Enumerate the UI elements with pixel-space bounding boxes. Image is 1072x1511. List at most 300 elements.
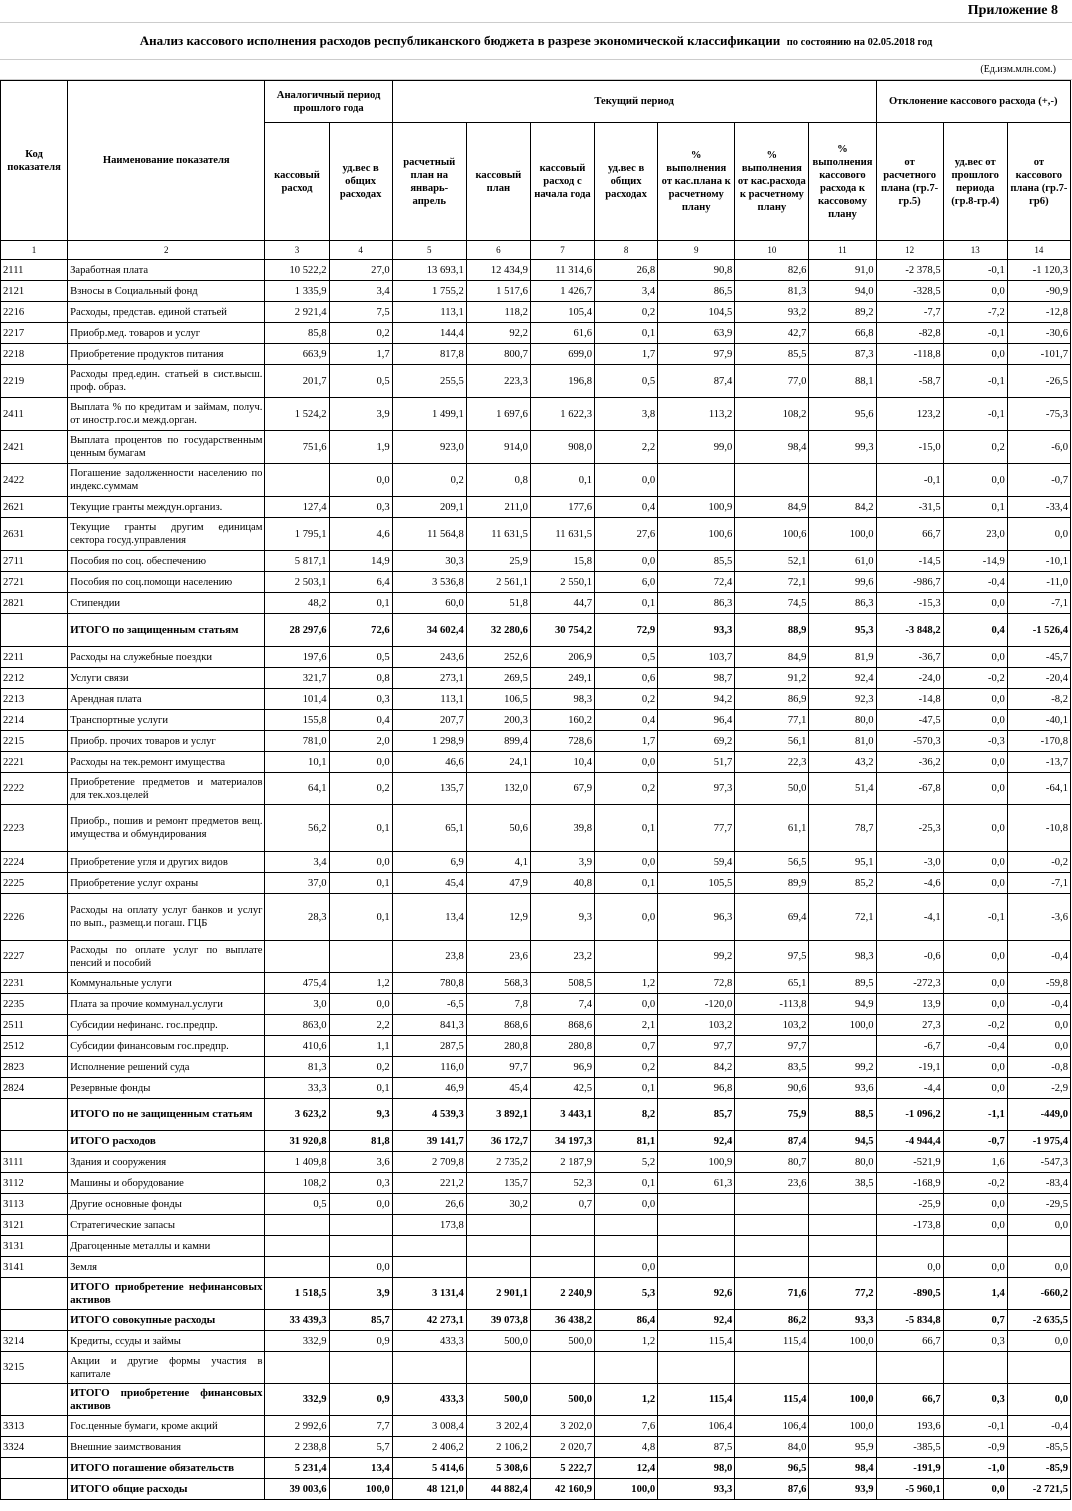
row-value: 60,0	[392, 593, 466, 614]
row-value: 94,5	[809, 1131, 876, 1152]
row-value: 97,7	[658, 1036, 735, 1057]
row-value	[466, 1236, 530, 1257]
row-value	[329, 941, 392, 973]
row-value: 84,2	[658, 1057, 735, 1078]
row-value: 37,0	[265, 873, 329, 894]
row-code: 2226	[1, 894, 68, 941]
row-value: -64,1	[1007, 773, 1070, 805]
row-name: Стратегические запасы	[68, 1215, 265, 1236]
row-value: 0,0	[595, 852, 658, 873]
row-value: 42 160,9	[530, 1479, 594, 1500]
row-value: 88,1	[809, 365, 876, 398]
row-value: 780,8	[392, 973, 466, 994]
row-code	[1, 1099, 68, 1131]
row-value: -449,0	[1007, 1099, 1070, 1131]
row-value: 0,0	[595, 752, 658, 773]
row-value: -191,9	[876, 1458, 943, 1479]
row-value: 81,8	[329, 1131, 392, 1152]
row-value: 781,0	[265, 731, 329, 752]
table-row	[1, 572, 1071, 593]
row-name: Драгоценные металлы и камни	[68, 1236, 265, 1257]
row-value: -570,3	[876, 731, 943, 752]
row-value: 42,7	[735, 323, 809, 344]
row-value: 0,0	[595, 1257, 658, 1278]
row-value: 61,1	[735, 805, 809, 852]
row-value	[809, 464, 876, 497]
row-value: 63,9	[658, 323, 735, 344]
row-value: 116,0	[392, 1057, 466, 1078]
row-value: -83,4	[1007, 1173, 1070, 1194]
row-value: -85,9	[1007, 1458, 1070, 1479]
row-code: 3324	[1, 1437, 68, 1458]
row-value: -385,5	[876, 1437, 943, 1458]
row-value: 0,9	[329, 1384, 392, 1416]
row-value: 81,3	[735, 281, 809, 302]
row-value: -6,7	[876, 1036, 943, 1057]
row-code: 2421	[1, 431, 68, 464]
row-value: 67,9	[530, 773, 594, 805]
row-value: 86,9	[735, 689, 809, 710]
row-value: 25,9	[466, 551, 530, 572]
row-value: 24,1	[466, 752, 530, 773]
row-value: 0,0	[943, 593, 1007, 614]
row-value: 44 882,4	[466, 1479, 530, 1500]
row-value: -1 526,4	[1007, 614, 1070, 647]
row-value: 80,0	[809, 710, 876, 731]
table-row	[1, 1015, 1071, 1036]
row-value: -0,4	[1007, 1416, 1070, 1437]
row-value: 61,3	[658, 1173, 735, 1194]
row-value: 0,1	[329, 873, 392, 894]
row-name: Расходы на служебные поездки	[68, 647, 265, 668]
row-value	[1007, 1236, 1070, 1257]
row-name: Выплата процентов по государственным ценным бумагам	[68, 431, 265, 464]
table-row	[1, 518, 1071, 551]
row-value: -19,1	[876, 1057, 943, 1078]
row-value: -521,9	[876, 1152, 943, 1173]
row-value: -0,7	[943, 1131, 1007, 1152]
row-value: 92,4	[658, 1131, 735, 1152]
row-value: 0,2	[392, 464, 466, 497]
row-name: ИТОГО приобретение финансовых активов	[68, 1384, 265, 1416]
row-name: Текущие гранты междун.организ.	[68, 497, 265, 518]
row-value: -4,6	[876, 873, 943, 894]
row-value: 81,1	[595, 1131, 658, 1152]
row-name: Земля	[68, 1257, 265, 1278]
row-value: 52,1	[735, 551, 809, 572]
row-value: 0,0	[943, 752, 1007, 773]
row-name: ИТОГО расходов	[68, 1131, 265, 1152]
row-value: 61,0	[809, 551, 876, 572]
row-value: 86,2	[735, 1310, 809, 1331]
header-col-11: % выполнения кассового расхода к кассовому плану	[809, 123, 876, 241]
row-name: ИТОГО совокупные расходы	[68, 1310, 265, 1331]
row-value: 23,6	[466, 941, 530, 973]
row-value: 0,8	[329, 668, 392, 689]
row-name: Пособия по соц. обеспечению	[68, 551, 265, 572]
row-value: 66,8	[809, 323, 876, 344]
row-name: Плата за прочие коммунал.услуги	[68, 994, 265, 1015]
row-value: 74,5	[735, 593, 809, 614]
row-value: 83,5	[735, 1057, 809, 1078]
row-value: 93,3	[658, 614, 735, 647]
row-code: 2621	[1, 497, 68, 518]
row-value: 30,3	[392, 551, 466, 572]
row-value: 7,6	[595, 1416, 658, 1437]
row-value: 27,6	[595, 518, 658, 551]
row-value: 100,0	[809, 1416, 876, 1437]
row-name: Услуги связи	[68, 668, 265, 689]
row-value: 1,4	[943, 1278, 1007, 1310]
table-row	[1, 1331, 1071, 1352]
row-name: ИТОГО погашение обязательств	[68, 1458, 265, 1479]
row-value: -0,1	[943, 398, 1007, 431]
row-value: 0,0	[943, 941, 1007, 973]
row-name: Заработная плата	[68, 260, 265, 281]
table-row	[1, 431, 1071, 464]
row-value: -170,8	[1007, 731, 1070, 752]
row-value: 90,6	[735, 1078, 809, 1099]
row-value: 97,7	[735, 1036, 809, 1057]
row-value: 94,0	[809, 281, 876, 302]
row-value: 87,3	[809, 344, 876, 365]
row-value: 0,0	[329, 1194, 392, 1215]
row-value: 26,8	[595, 260, 658, 281]
row-value: -6,5	[392, 994, 466, 1015]
row-value: 66,7	[876, 1331, 943, 1352]
row-value: 127,4	[265, 497, 329, 518]
row-value: 81,3	[265, 1057, 329, 1078]
table-row	[1, 323, 1071, 344]
row-value: 105,4	[530, 302, 594, 323]
row-value: 269,5	[466, 668, 530, 689]
table-row	[1, 1236, 1071, 1257]
row-value	[1007, 1352, 1070, 1384]
row-value: -3,6	[1007, 894, 1070, 941]
column-number: 12	[876, 241, 943, 260]
row-value	[392, 1352, 466, 1384]
header-col-12: от расчетного плана (гр.7-гр.5)	[876, 123, 943, 241]
row-value: 9,3	[329, 1099, 392, 1131]
row-value: 23,6	[735, 1173, 809, 1194]
row-value: 0,0	[1007, 1215, 1070, 1236]
row-value: 88,5	[809, 1099, 876, 1131]
row-value	[809, 1194, 876, 1215]
row-value: -8,2	[1007, 689, 1070, 710]
row-value: -4 944,4	[876, 1131, 943, 1152]
row-value: 51,4	[809, 773, 876, 805]
row-value: 4,6	[329, 518, 392, 551]
row-value: 321,7	[265, 668, 329, 689]
row-value: -986,7	[876, 572, 943, 593]
row-value: 209,1	[392, 497, 466, 518]
row-value	[530, 1236, 594, 1257]
row-value: 92,4	[658, 1310, 735, 1331]
row-value: -101,7	[1007, 344, 1070, 365]
row-value: 0,0	[595, 464, 658, 497]
row-value: 863,0	[265, 1015, 329, 1036]
row-value: -40,1	[1007, 710, 1070, 731]
row-value: -0,3	[943, 731, 1007, 752]
row-value: 243,6	[392, 647, 466, 668]
row-value: -0,2	[943, 1015, 1007, 1036]
row-value: 66,7	[876, 1384, 943, 1416]
total-row	[1, 1099, 1071, 1131]
row-value: 23,0	[943, 518, 1007, 551]
row-code: 2721	[1, 572, 68, 593]
row-value: 96,5	[735, 1458, 809, 1479]
row-value	[595, 941, 658, 973]
row-name: Стипендии	[68, 593, 265, 614]
row-value: -15,0	[876, 431, 943, 464]
row-value: 5,2	[595, 1152, 658, 1173]
row-value: 2 106,2	[466, 1437, 530, 1458]
row-value: 51,8	[466, 593, 530, 614]
row-value: 93,2	[735, 302, 809, 323]
row-value: 65,1	[392, 805, 466, 852]
row-value: 99,0	[658, 431, 735, 464]
row-value: -118,8	[876, 344, 943, 365]
row-code: 2218	[1, 344, 68, 365]
header-col-14: от кассового плана (гр.7-гр6)	[1007, 123, 1070, 241]
row-value: 2 550,1	[530, 572, 594, 593]
row-value: 98,4	[809, 1458, 876, 1479]
column-number: 4	[329, 241, 392, 260]
row-value: -1 096,2	[876, 1099, 943, 1131]
row-value: 3 536,8	[392, 572, 466, 593]
row-value: -14,8	[876, 689, 943, 710]
row-value: 31 920,8	[265, 1131, 329, 1152]
row-value: 6,9	[392, 852, 466, 873]
row-value	[265, 1215, 329, 1236]
row-name: Кредиты, ссуды и займы	[68, 1331, 265, 1352]
row-value: 0,1	[595, 805, 658, 852]
row-value: -7,7	[876, 302, 943, 323]
row-name: Субсидии нефинанс. гос.предпр.	[68, 1015, 265, 1036]
row-value: 3,6	[329, 1152, 392, 1173]
row-value: 4,1	[466, 852, 530, 873]
row-value: 0,0	[943, 1479, 1007, 1500]
row-value: 144,4	[392, 323, 466, 344]
row-value	[735, 1215, 809, 1236]
row-value: 0,2	[943, 431, 1007, 464]
row-value: 0,0	[943, 1215, 1007, 1236]
row-value: 88,9	[735, 614, 809, 647]
header-col-8: уд.вес в общих расходах	[595, 123, 658, 241]
table-row	[1, 752, 1071, 773]
row-value: 10,1	[265, 752, 329, 773]
row-value: 100,6	[735, 518, 809, 551]
row-value: -7,1	[1007, 873, 1070, 894]
row-name: Расходы, представ. единой статьей	[68, 302, 265, 323]
row-value: 1 622,3	[530, 398, 594, 431]
row-value: 86,4	[595, 1310, 658, 1331]
row-value: 252,6	[466, 647, 530, 668]
row-value: 0,0	[943, 710, 1007, 731]
row-name: Внешние заимствования	[68, 1437, 265, 1458]
row-value: -5 834,8	[876, 1310, 943, 1331]
row-value: 0,0	[329, 852, 392, 873]
row-value: 85,2	[809, 873, 876, 894]
row-value: 1,7	[595, 731, 658, 752]
row-value: 93,6	[809, 1078, 876, 1099]
row-value: -36,7	[876, 647, 943, 668]
row-value: -10,8	[1007, 805, 1070, 852]
row-code: 2121	[1, 281, 68, 302]
row-value: 95,6	[809, 398, 876, 431]
row-value: 0,4	[595, 710, 658, 731]
row-value: 0,3	[329, 1173, 392, 1194]
row-value: 22,3	[735, 752, 809, 773]
title-row	[0, 23, 1072, 60]
row-value: 155,8	[265, 710, 329, 731]
row-value: 0,0	[595, 994, 658, 1015]
row-value: -113,8	[735, 994, 809, 1015]
row-value: 32 280,6	[466, 614, 530, 647]
budget-table	[0, 80, 1071, 1500]
row-value: 78,7	[809, 805, 876, 852]
row-code: 3112	[1, 1173, 68, 1194]
column-number: 7	[530, 241, 594, 260]
row-value: 3,9	[530, 852, 594, 873]
column-number: 13	[943, 241, 1007, 260]
row-value: -36,2	[876, 752, 943, 773]
unit-label: (Ед.изм.млн.сом.)	[980, 64, 1056, 75]
row-value: 5,3	[595, 1278, 658, 1310]
row-value: 96,3	[658, 894, 735, 941]
row-value: -1 120,3	[1007, 260, 1070, 281]
row-value: 92,4	[809, 668, 876, 689]
row-code: 2222	[1, 773, 68, 805]
row-value: 59,4	[658, 852, 735, 873]
table-row	[1, 302, 1071, 323]
row-value: 2 238,8	[265, 1437, 329, 1458]
row-name: Гос.ценные бумаги, кроме акций	[68, 1416, 265, 1437]
row-name: Машины и оборудование	[68, 1173, 265, 1194]
row-value: -3,0	[876, 852, 943, 873]
row-value: 13,4	[392, 894, 466, 941]
row-value: 1 298,9	[392, 731, 466, 752]
row-value: 2,1	[595, 1015, 658, 1036]
table-row	[1, 497, 1071, 518]
row-value: -82,8	[876, 323, 943, 344]
row-value: 108,2	[265, 1173, 329, 1194]
row-value: 7,4	[530, 994, 594, 1015]
total-row	[1, 1310, 1071, 1331]
row-value: 56,5	[735, 852, 809, 873]
row-code: 3111	[1, 1152, 68, 1173]
row-value: 113,1	[392, 302, 466, 323]
row-value: 81,9	[809, 647, 876, 668]
row-value: 65,1	[735, 973, 809, 994]
row-value: 92,6	[658, 1278, 735, 1310]
row-value: -0,2	[943, 668, 1007, 689]
row-value: -58,7	[876, 365, 943, 398]
row-value: 13,4	[329, 1458, 392, 1479]
row-value: 2 992,6	[265, 1416, 329, 1437]
row-value: 0,0	[943, 1257, 1007, 1278]
row-value	[530, 1257, 594, 1278]
row-name: ИТОГО по не защищенным статьям	[68, 1099, 265, 1131]
table-row	[1, 668, 1071, 689]
row-value: 0,1	[595, 1078, 658, 1099]
row-value: 0,1	[329, 593, 392, 614]
row-value: 80,7	[735, 1152, 809, 1173]
row-code: 2212	[1, 668, 68, 689]
row-value: 0,0	[943, 281, 1007, 302]
row-value: 93,3	[658, 1479, 735, 1500]
row-value: 104,5	[658, 302, 735, 323]
row-value: 0,0	[943, 873, 1007, 894]
row-value: 2 187,9	[530, 1152, 594, 1173]
row-value: -30,6	[1007, 323, 1070, 344]
row-value: 123,2	[876, 398, 943, 431]
row-value	[809, 1215, 876, 1236]
row-value: 89,5	[809, 973, 876, 994]
row-value	[876, 1236, 943, 1257]
row-value: 108,2	[735, 398, 809, 431]
row-value: 508,5	[530, 973, 594, 994]
row-name: ИТОГО приобретение нефинансовых активов	[68, 1278, 265, 1310]
row-value	[530, 1352, 594, 1384]
row-value: 115,4	[735, 1384, 809, 1416]
row-value: 100,0	[809, 1015, 876, 1036]
row-name: Взносы в Социальный фонд	[68, 281, 265, 302]
row-value: 99,2	[658, 941, 735, 973]
row-value: 0,1	[595, 873, 658, 894]
row-value	[329, 1236, 392, 1257]
row-value: 0,2	[595, 773, 658, 805]
row-value: 80,0	[809, 1152, 876, 1173]
header-col-13: уд.вес от прошлого периода (гр.8-гр.4)	[943, 123, 1007, 241]
row-value: 93,9	[809, 1479, 876, 1500]
row-value: 92,3	[809, 689, 876, 710]
row-value: 85,7	[658, 1099, 735, 1131]
row-value: 87,6	[735, 1479, 809, 1500]
row-value: 5 231,4	[265, 1458, 329, 1479]
row-value: 0,0	[1007, 518, 1070, 551]
row-value: -7,1	[1007, 593, 1070, 614]
row-value: 193,6	[876, 1416, 943, 1437]
row-value: 71,6	[735, 1278, 809, 1310]
row-value: 30,2	[466, 1194, 530, 1215]
row-value	[658, 1236, 735, 1257]
row-value: 93,3	[809, 1310, 876, 1331]
row-value: 96,9	[530, 1057, 594, 1078]
row-value: 39 073,8	[466, 1310, 530, 1331]
row-value: 1,9	[329, 431, 392, 464]
row-value	[658, 464, 735, 497]
row-value: 27,3	[876, 1015, 943, 1036]
row-name: Исполнение решений суда	[68, 1057, 265, 1078]
row-value: 82,6	[735, 260, 809, 281]
row-value: 0,0	[329, 994, 392, 1015]
row-value: 100,9	[658, 1152, 735, 1173]
row-value: 0,0	[943, 1078, 1007, 1099]
row-value: 0,2	[329, 323, 392, 344]
row-value: 87,4	[658, 365, 735, 398]
row-value: 39,8	[530, 805, 594, 852]
row-value: 8,2	[595, 1099, 658, 1131]
row-value: 2,0	[329, 731, 392, 752]
row-value	[392, 1257, 466, 1278]
row-value: 6,0	[595, 572, 658, 593]
row-value: 86,5	[658, 281, 735, 302]
row-value: 33 439,3	[265, 1310, 329, 1331]
row-value: 135,7	[466, 1173, 530, 1194]
row-value: 0,2	[595, 1057, 658, 1078]
row-value: 12,4	[595, 1458, 658, 1479]
